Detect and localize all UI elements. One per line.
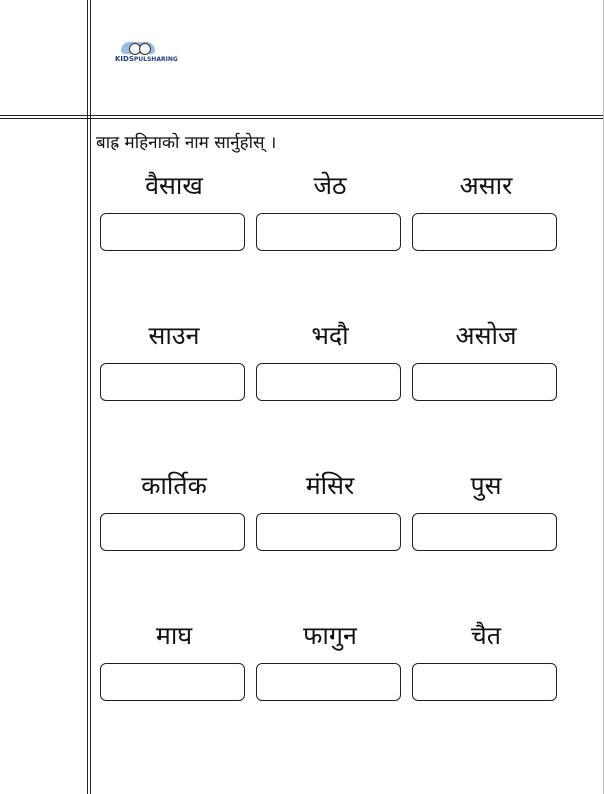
- answer-box[interactable]: [412, 213, 557, 251]
- month-label: असार: [459, 171, 513, 200]
- kid-face-icon: [139, 43, 151, 55]
- answer-box[interactable]: [256, 663, 401, 701]
- month-label: जेठ: [313, 171, 347, 200]
- answer-box[interactable]: [100, 513, 245, 551]
- month-label: भदौ: [311, 321, 349, 350]
- header-divider-bottom: [0, 118, 604, 119]
- month-label: साउन: [148, 321, 200, 350]
- month-label: कार्तिक: [141, 471, 207, 500]
- header-divider-top: [0, 115, 604, 116]
- answer-box[interactable]: [256, 363, 401, 401]
- month-label: असोज: [455, 321, 517, 350]
- answer-box[interactable]: [412, 663, 557, 701]
- answer-box[interactable]: [412, 513, 557, 551]
- month-label: मंसिर: [305, 471, 355, 500]
- answer-box[interactable]: [256, 213, 401, 251]
- month-label: फागुन: [303, 621, 357, 650]
- kids-logo: [115, 42, 178, 68]
- month-label: चैत: [470, 621, 502, 650]
- instruction-text: बाह्र महिनाको नाम सार्नुहोस् ।: [96, 133, 277, 153]
- answer-box[interactable]: [256, 513, 401, 551]
- month-label: पुस: [470, 471, 502, 500]
- answer-box[interactable]: [100, 213, 245, 251]
- logo-subtext: PULSHARING: [133, 56, 178, 63]
- month-label: माघ: [155, 621, 193, 650]
- answer-box[interactable]: [412, 363, 557, 401]
- answer-box[interactable]: [100, 363, 245, 401]
- logo-wordmark: [115, 55, 178, 63]
- logo-text: KIDS: [115, 55, 134, 63]
- answer-box[interactable]: [100, 663, 245, 701]
- column-divider-outer: [87, 0, 88, 794]
- column-divider-inner: [90, 0, 91, 794]
- month-label: वैसाख: [145, 171, 203, 200]
